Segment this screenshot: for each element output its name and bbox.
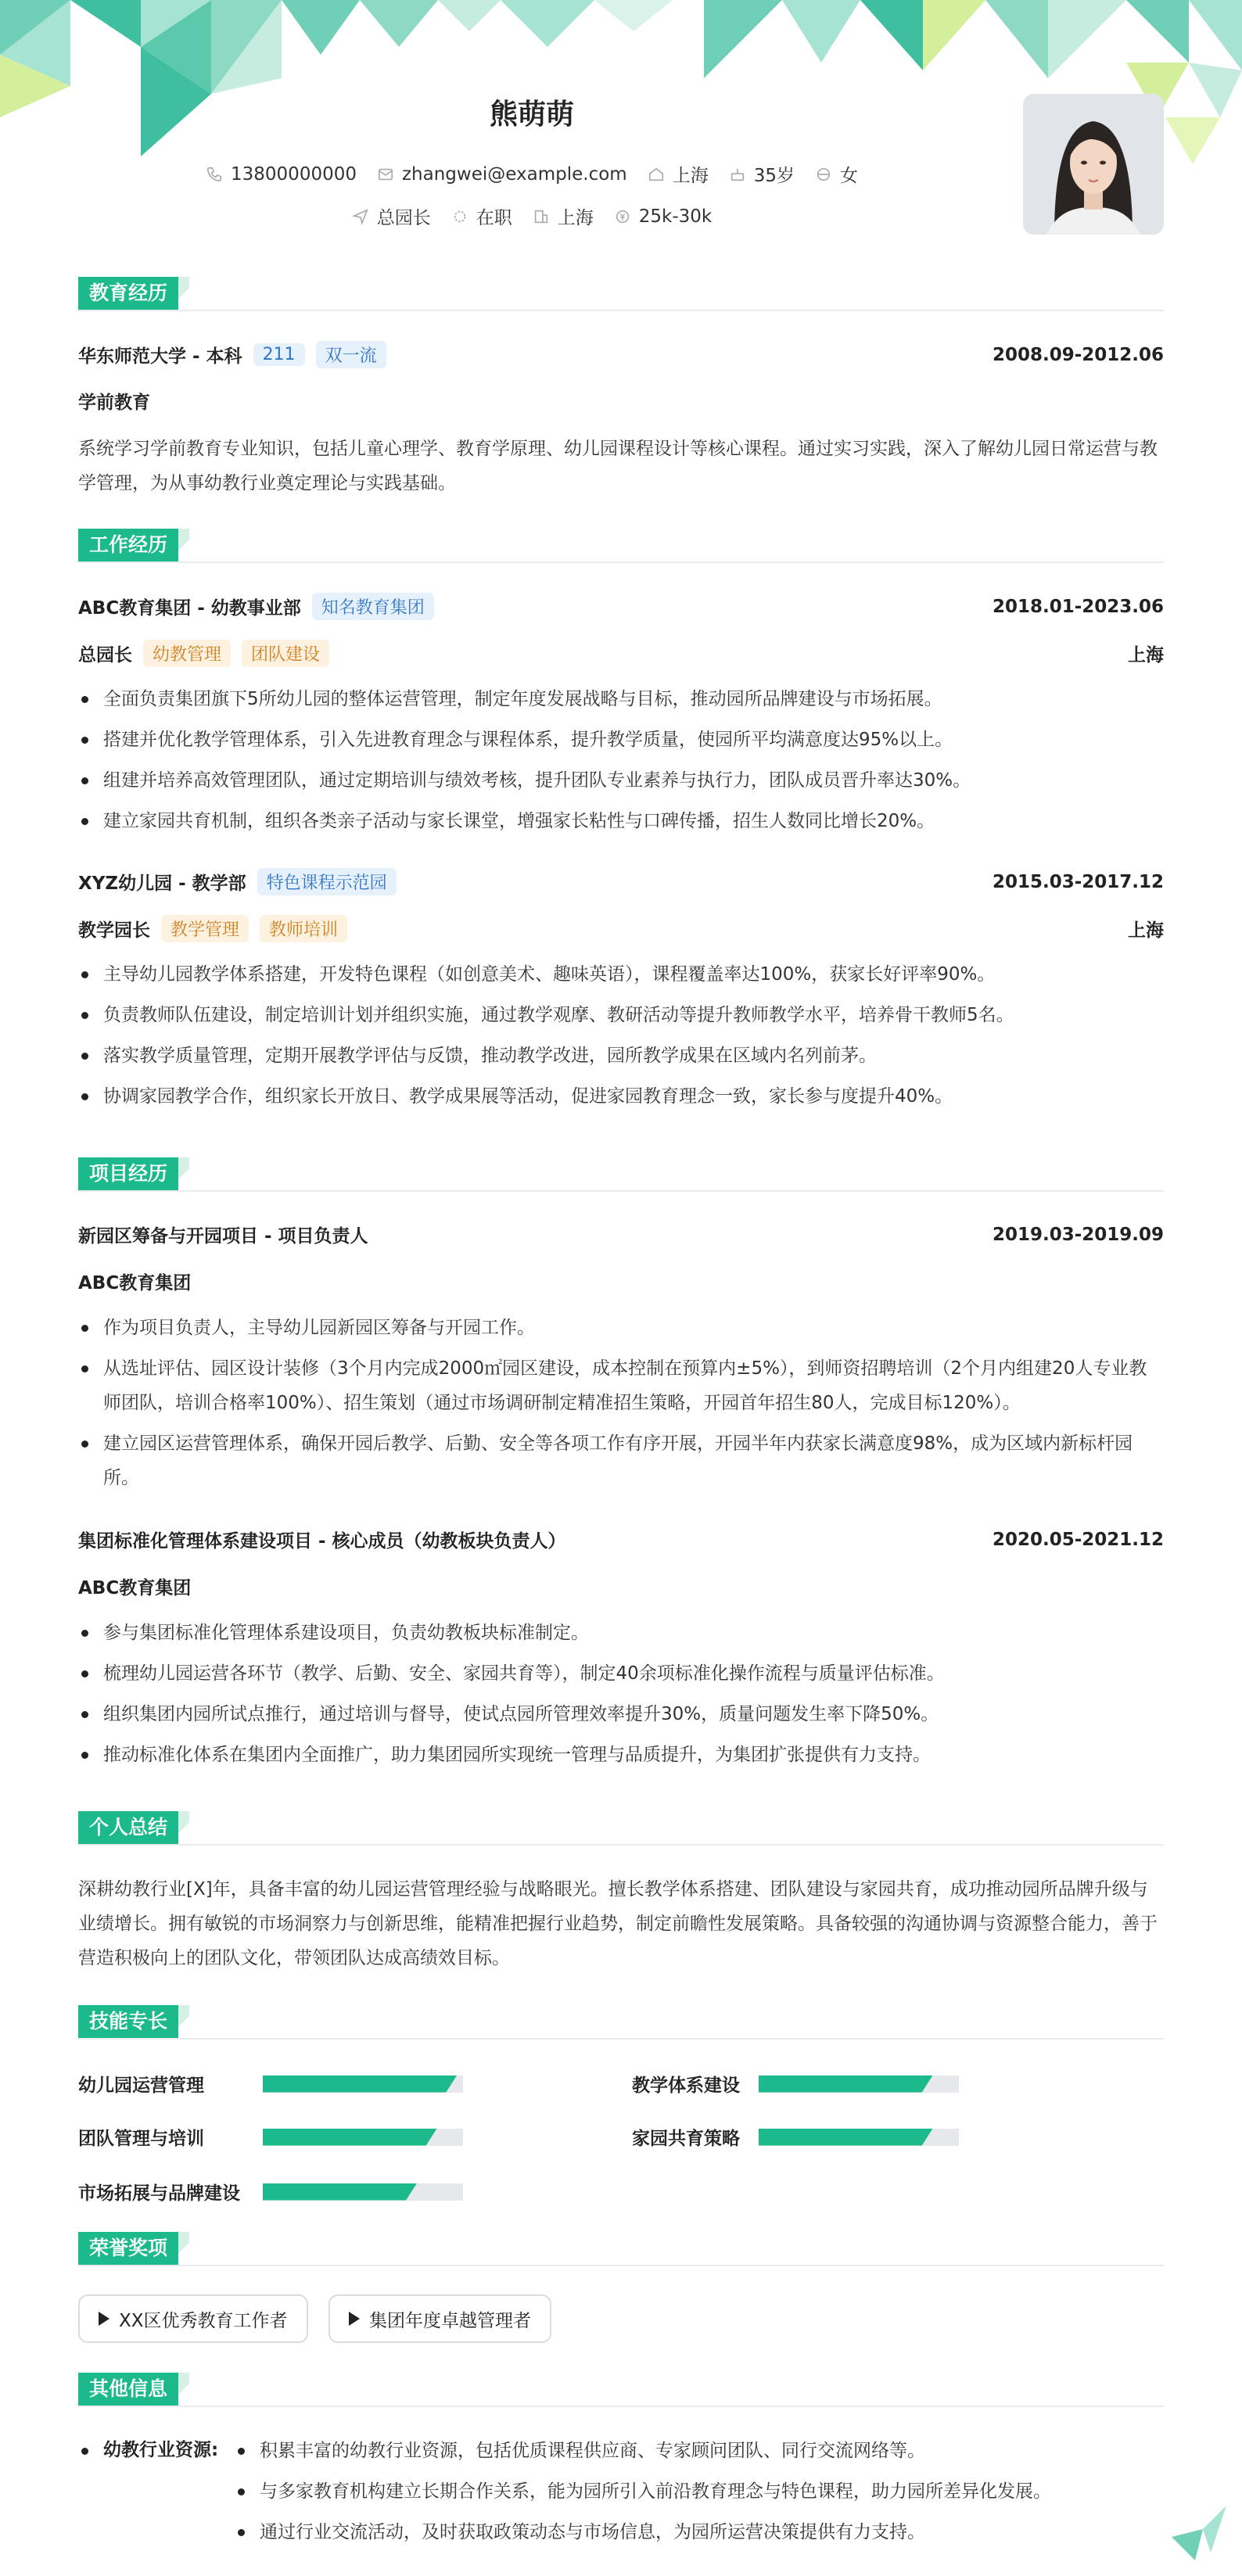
building-icon [533, 208, 550, 225]
school-tag: 211 [253, 343, 305, 366]
phone-text: 13800000000 [231, 163, 357, 185]
bullet-item: 全面负责集团旗下5所幼儿园的整体运营管理，制定年度发展战略与目标，推动园所品牌建设与市场拓展。 [78, 682, 1164, 716]
bullet-item: 推动标准化体系在集团内全面推广，助力集团园所实现统一管理与品质提升，为集团扩张提供有力支持。 [78, 1738, 1164, 1772]
skills-header [78, 2005, 1164, 2040]
location-item [648, 161, 709, 187]
section-title: 个人总结 [78, 1811, 178, 1844]
skill-label: 家园共育策略 [632, 2129, 740, 2149]
section-title: 项目经历 [78, 1157, 178, 1190]
age-item [729, 161, 795, 187]
job-row [78, 593, 1164, 620]
bullet-item: 梳理幼儿园运营各环节（教学、后勤、安全、家园共育等），制定40余项标准化操作流程与质量评估标准。 [78, 1656, 1164, 1691]
bullet-item: 组建并培养高效管理团队，通过定期培训与绩效考核，提升团队专业素养与执行力，团队成员晋升率达30%。 [78, 763, 1164, 798]
awards-section [78, 2232, 1164, 2266]
project-period: 2020.05-2021.12 [992, 1529, 1164, 1550]
project-org-row [78, 1573, 1164, 1599]
education-description: 系统学习学前教育专业知识，包括儿童心理学、教育学原理、幼儿园课程设计等核心课程。通过实习实践，深入了解幼儿园日常运营与教学管理，为从事幼教行业奠定理论与实践基础。 [78, 439, 1158, 493]
project-row [78, 1222, 1164, 1247]
project-org-row [78, 1268, 1164, 1294]
salary-text: 25k-30k [638, 206, 713, 227]
work-section [78, 529, 1164, 563]
age-text: 35岁 [753, 166, 795, 186]
skill-bar-fill [263, 2129, 437, 2146]
project-name: 新园区筹备与开园项目 - 项目负责人 [78, 1226, 368, 1247]
send-icon [352, 208, 369, 225]
summary-text: 深耕幼教行业[X]年，具备丰富的幼儿园运营管理经验与战略眼光。擅长教学体系搭建、团队建设与家园共育，成功推动园所品牌升级与业绩增长。拥有敏锐的市场洞察力与创新思维，能精准把握行业趋势，制定前瞻性发展策略。具备较强的沟通协调与资源整合能力，善于营造积极向上的团队文化，带领团队达成高绩效目标。 [78, 1879, 1158, 1968]
company-name: XYZ幼儿园 - 教学部 [78, 874, 246, 894]
job-bullets [78, 957, 1164, 1120]
company-tag: 知名教育集团 [312, 593, 434, 620]
education-section [78, 277, 1164, 311]
job-period: 2015.03-2017.12 [992, 871, 1164, 892]
role-row [78, 915, 1164, 942]
role-name: 教学园长 [78, 920, 150, 941]
skill-bar-fill [759, 2076, 933, 2093]
status-icon [451, 208, 468, 225]
project-org: ABC教育集团 [78, 1578, 192, 1598]
bullet-item: 建立园区运营管理体系，确保开园后教学、后勤、安全等各项工作有序开展，开园半年内获家长满意度98%，成为区域内新标杆园所。 [78, 1426, 1164, 1495]
salary-item [614, 206, 712, 227]
city-item [533, 203, 594, 229]
project-row [78, 1527, 1164, 1552]
role-tag: 教师培训 [260, 915, 347, 942]
bullet-item: 参与集团标准化管理体系建设项目，负责幼教板块标准制定。 [78, 1616, 1164, 1650]
other-section [78, 2373, 1164, 2407]
skills-section [78, 2005, 1164, 2040]
work-header [78, 529, 1164, 563]
skill-bar [759, 2129, 959, 2146]
education-row [78, 341, 1164, 368]
section-title: 技能专长 [78, 2005, 178, 2038]
skill-label: 团队管理与培训 [78, 2129, 204, 2149]
email-icon [377, 166, 394, 183]
phone-icon [206, 166, 223, 183]
status-text: 在职 [476, 208, 512, 228]
skill-item [632, 2124, 959, 2150]
role-tag: 教学管理 [161, 915, 249, 942]
bullet-item: 搭建并优化教学管理体系，引入先进教育理念与课程体系，提升教学质量，使园所平均满意度达95%以上。 [78, 723, 1164, 757]
bullet-item: 落实教学质量管理，定期开展教学评估与反馈，推动教学改进，园所教学成果在区域内名列前茅。 [78, 1039, 1164, 1073]
project-period: 2019.03-2019.09 [992, 1224, 1164, 1245]
section-title: 教育经历 [78, 277, 178, 310]
corner-decoration [1172, 2506, 1226, 2560]
role-row [78, 640, 1164, 667]
project-name: 集团标准化管理体系建设项目 - 核心成员（幼教板块负责人） [78, 1531, 566, 1552]
education-period: 2008.09-2012.06 [992, 344, 1164, 365]
other-label: 幼教行业资源: [78, 2435, 218, 2461]
contact-row [78, 161, 985, 187]
section-title: 工作经历 [78, 529, 178, 561]
job-period: 2018.01-2023.06 [992, 596, 1164, 617]
school-name: 华东师范大学 - 本科 [78, 346, 242, 367]
resume-header [78, 0, 1164, 258]
bullet-item: 组织集团内园所试点推行，通过培训与督导，使试点园所管理效率提升30%，质量问题发生率下降50%。 [78, 1697, 1164, 1731]
skill-bar [263, 2129, 463, 2146]
role-tag: 幼教管理 [143, 640, 231, 667]
home-icon [648, 166, 665, 183]
award-item [78, 2294, 308, 2343]
portrait-avatar [1023, 94, 1164, 235]
project-org: ABC教育集团 [78, 1273, 192, 1293]
bullet-item: 从选址评估、园区设计装修（3个月内完成2000㎡园区建设，成本控制在预算内±5%），到师资招聘培训（2个月内组建20人专业教师团队，培训合格率100%）、招生策划（通过市场调研制定精准招生策略，开园首年招生80人，完成目标120%）。 [78, 1351, 1164, 1420]
role-name: 总园长 [78, 645, 132, 666]
gender-icon [815, 166, 832, 183]
skill-label: 幼儿园运营管理 [78, 2076, 204, 2096]
skill-bar-fill [263, 2183, 417, 2201]
awards-header [78, 2232, 1164, 2266]
projects-header [78, 1157, 1164, 1192]
job-bullets [78, 682, 1164, 845]
gender-item [815, 161, 858, 187]
triangle-icon [99, 2312, 109, 2326]
skill-item [632, 2071, 959, 2097]
award-label: 集团年度卓越管理者 [369, 2310, 531, 2331]
bullet-item: 作为项目负责人，主导幼儿园新园区筹备与开园工作。 [78, 1311, 1164, 1345]
money-icon [614, 208, 631, 225]
project-bullets [78, 1311, 1164, 1501]
city-text: 上海 [557, 208, 594, 228]
award-label: XX区优秀教育工作者 [119, 2310, 288, 2331]
skill-bar-fill [759, 2129, 933, 2146]
bullet-item: 建立家园共育机制，组织各类亲子活动与家长课堂，增强家长粘性与口碑传播，招生人数同比增长20%。 [78, 804, 1164, 838]
status-item [451, 203, 512, 229]
awards-list [78, 2294, 1164, 2346]
section-title: 荣誉奖项 [78, 2232, 178, 2265]
bullet-item: 协调家园教学合作，组织家长开放日、教学成果展等活动，促进家园教育理念一致，家长参与度提升40%。 [78, 1079, 1164, 1114]
project-bullets [78, 1616, 1164, 1778]
skill-item [78, 2071, 463, 2097]
location-text: 上海 [672, 166, 709, 186]
bullet-item: 积累丰富的幼教行业资源，包括优质课程供应商、专家顾问团队、同行交流网络等。 [235, 2435, 1164, 2467]
skill-bar [263, 2076, 463, 2093]
skill-bar [759, 2076, 959, 2093]
gender-text: 女 [839, 166, 858, 186]
email-text: zhangwei@example.com [401, 163, 627, 185]
role-tag: 团队建设 [242, 640, 329, 667]
job-row [78, 868, 1164, 895]
skill-item [78, 2179, 463, 2205]
section-title: 其他信息 [78, 2373, 178, 2406]
position-item [352, 203, 431, 229]
summary-section [78, 1811, 1164, 1846]
bullet-item: 通过行业交流活动，及时获取政策动态与市场信息，为园所运营决策提供有力支持。 [235, 2517, 1164, 2548]
skill-label: 市场拓展与品牌建设 [78, 2183, 240, 2204]
profile-photo [1023, 94, 1164, 235]
job-city: 上海 [1128, 645, 1164, 666]
major-row [78, 388, 1164, 414]
other-bullets [235, 2435, 1164, 2557]
triangle-icon [349, 2312, 360, 2326]
intention-row [78, 203, 985, 229]
company-tag: 特色课程示范园 [257, 868, 397, 895]
job-city: 上海 [1128, 920, 1164, 941]
projects-section [78, 1157, 1164, 1192]
phone-item [206, 164, 357, 185]
skill-bar [263, 2183, 463, 2201]
award-item [328, 2294, 551, 2343]
cake-icon [729, 166, 746, 183]
bullet-item: 主导幼儿园教学体系搭建，开发特色课程（如创意美术、趣味英语），课程覆盖率达100%，获家长好评率90%。 [78, 957, 1164, 992]
major-name: 学前教育 [78, 393, 150, 413]
skill-label: 教学体系建设 [632, 2076, 740, 2096]
skill-bar-fill [263, 2076, 457, 2093]
skill-item [78, 2124, 463, 2150]
candidate-name: 熊萌萌 [489, 99, 574, 131]
email-item [377, 164, 627, 185]
school-tag: 双一流 [316, 341, 386, 368]
position-text: 总园长 [376, 208, 431, 228]
education-header [78, 277, 1164, 311]
bullet-item: 负责教师队伍建设，制定培训计划并组织实施，通过教学观摩、教研活动等提升教师教学水平，培养骨干教师5名。 [78, 998, 1164, 1032]
company-name: ABC教育集团 - 幼教事业部 [78, 598, 301, 619]
bullet-item: 与多家教育机构建立长期合作关系，能为园所引入前沿教育理念与特色课程，助力园所差异化发展。 [235, 2476, 1164, 2507]
other-info [78, 2435, 1164, 2553]
other-header [78, 2373, 1164, 2407]
summary-header [78, 1811, 1164, 1846]
